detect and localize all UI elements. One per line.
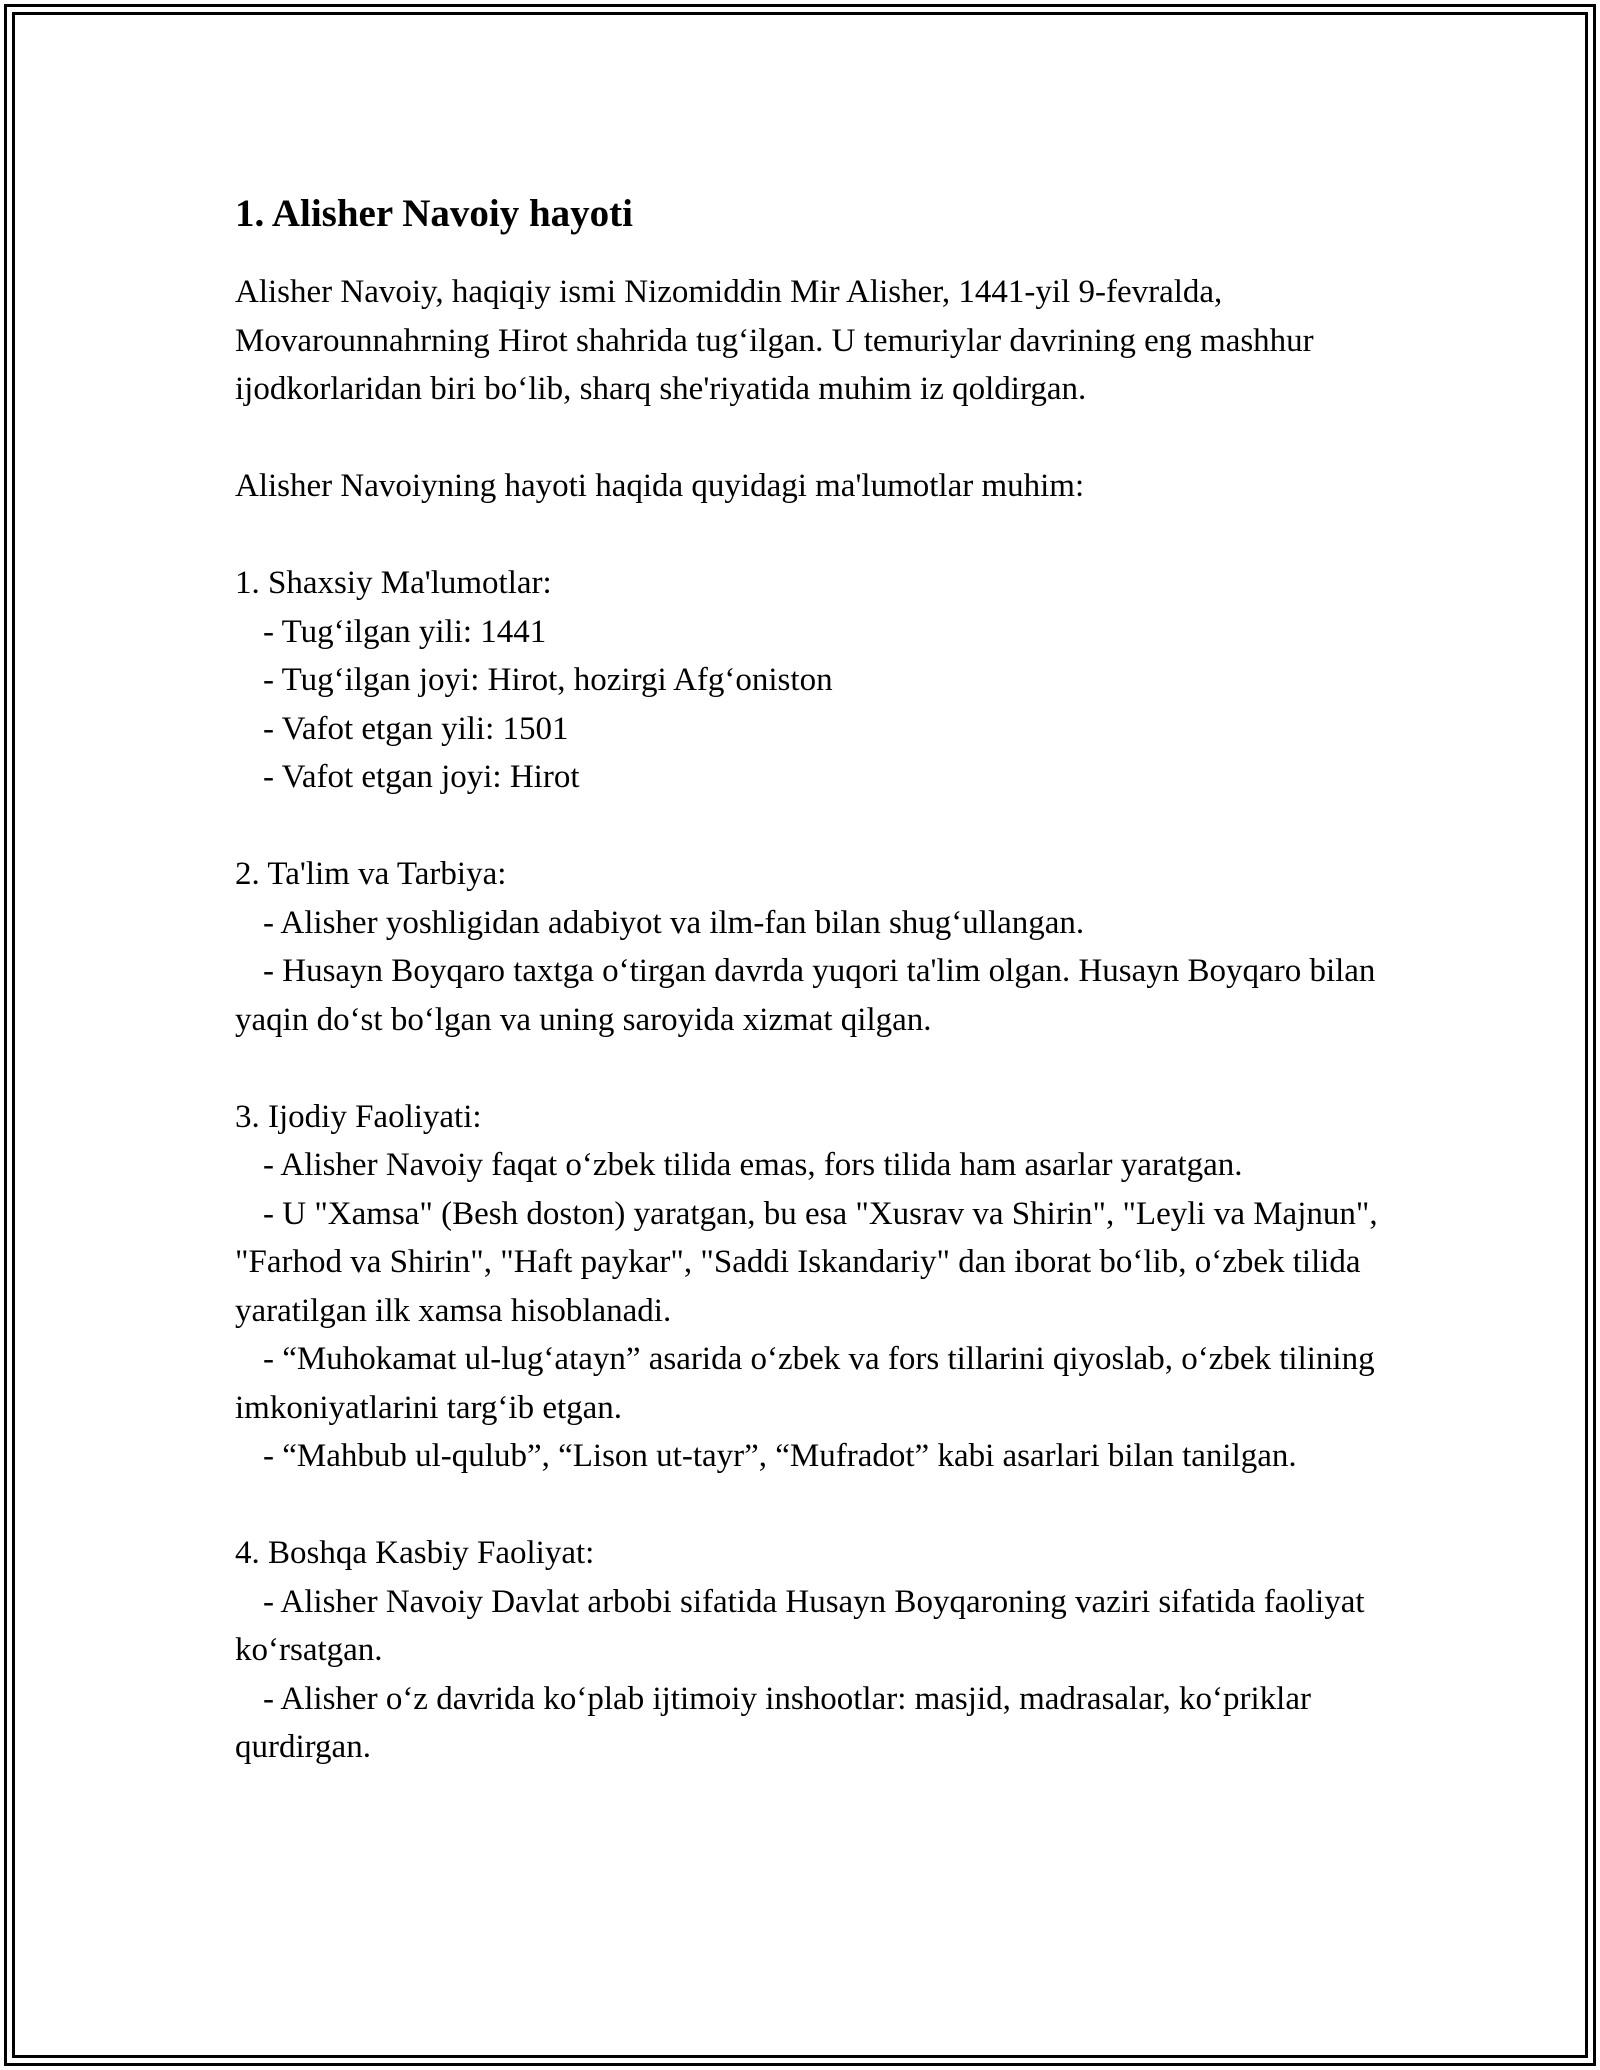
section-heading: 4. Boshqa Kasbiy Faoliyat: (235, 1535, 595, 1571)
lead-paragraph: Alisher Navoiyning hayoti haqida quyidagi ma'lumotlar muhim: (235, 468, 1085, 504)
spacer (235, 802, 1385, 851)
spacer (235, 1481, 1385, 1530)
spacer (235, 1044, 1385, 1093)
list-item: - “Muhokamat ul-lug‘atayn” asarida o‘zbek va fors tillarini qiyoslab, o‘zbek tilining imkoniyatlarini targ‘ib etgan. (235, 1341, 1375, 1426)
list-item: - Husayn Boyqaro taxtga o‘tirgan davrda yuqori ta'lim olgan. Husayn Boyqaro bilan yaqin do‘st bo‘lgan va uning saroyida xizmat qilgan. (235, 953, 1376, 1038)
page-title: 1. Alisher Navoiy hayoti (235, 192, 633, 235)
list-item: - “Mahbub ul-qulub”, “Lison ut-tayr”, “Mufradot” kabi asarlari bilan tanilgan. (263, 1438, 1297, 1474)
list-item: - U "Xamsa" (Besh doston) yaratgan, bu esa "Xusrav va Shirin", "Leyli va Majnun", "Farhod va Shirin", "Haft paykar", "Saddi Iskandariy" dan iborat bo‘lib, o‘zbek tilida yaratilgan ilk xamsa hisoblanadi. (235, 1195, 1378, 1329)
list-item: - Alisher yoshligidan adabiyot va ilm-fan bilan shug‘ullangan. (263, 904, 1085, 941)
list-item: - Alisher o‘z davrida ko‘plab ijtimoiy inshootlar: masjid, madrasalar, ko‘priklar qurdirgan. (235, 1680, 1311, 1765)
list-item: - Vafot etgan joyi: Hirot (263, 759, 580, 795)
section-heading: 3. Ijodiy Faoliyati: (235, 1098, 482, 1135)
spacer (235, 414, 1385, 463)
section-personal-info (235, 559, 1385, 802)
section-heading: 1. Shaxsiy Ma'lumotlar: (235, 565, 552, 601)
intro-paragraph: Alisher Navoiy, haqiqiy ismi Nizomiddin Mir Alisher, 1441-yil 9-fevralda, Movarounnahrning Hirot shahrida tug‘ilgan. U temuriylar davrining eng mashhur ijodkorlaridan biri bo‘lib, sharq she'riyatida muhim iz qoldirgan. (235, 274, 1322, 407)
section-education (235, 850, 1385, 1044)
section-creative-work (235, 1093, 1385, 1481)
document-body (235, 190, 1385, 1772)
list-item: - Vafot etgan yili: 1501 (263, 710, 569, 747)
section-other-activity (235, 1529, 1385, 1772)
list-item: - Tug‘ilgan joyi: Hirot, hozirgi Afg‘oniston (263, 662, 833, 698)
list-item: - Alisher Navoiy Davlat arbobi sifatida Husayn Boyqaroning vaziri sifatida faoliyat ko‘rsatgan. (235, 1583, 1365, 1668)
list-item: - Tug‘ilgan yili: 1441 (263, 613, 547, 650)
spacer (235, 511, 1385, 560)
list-item: - Alisher Navoiy faqat o‘zbek tilida emas, fors tilida ham asarlar yaratgan. (263, 1147, 1243, 1183)
section-heading: 2. Ta'lim va Tarbiya: (235, 856, 507, 892)
